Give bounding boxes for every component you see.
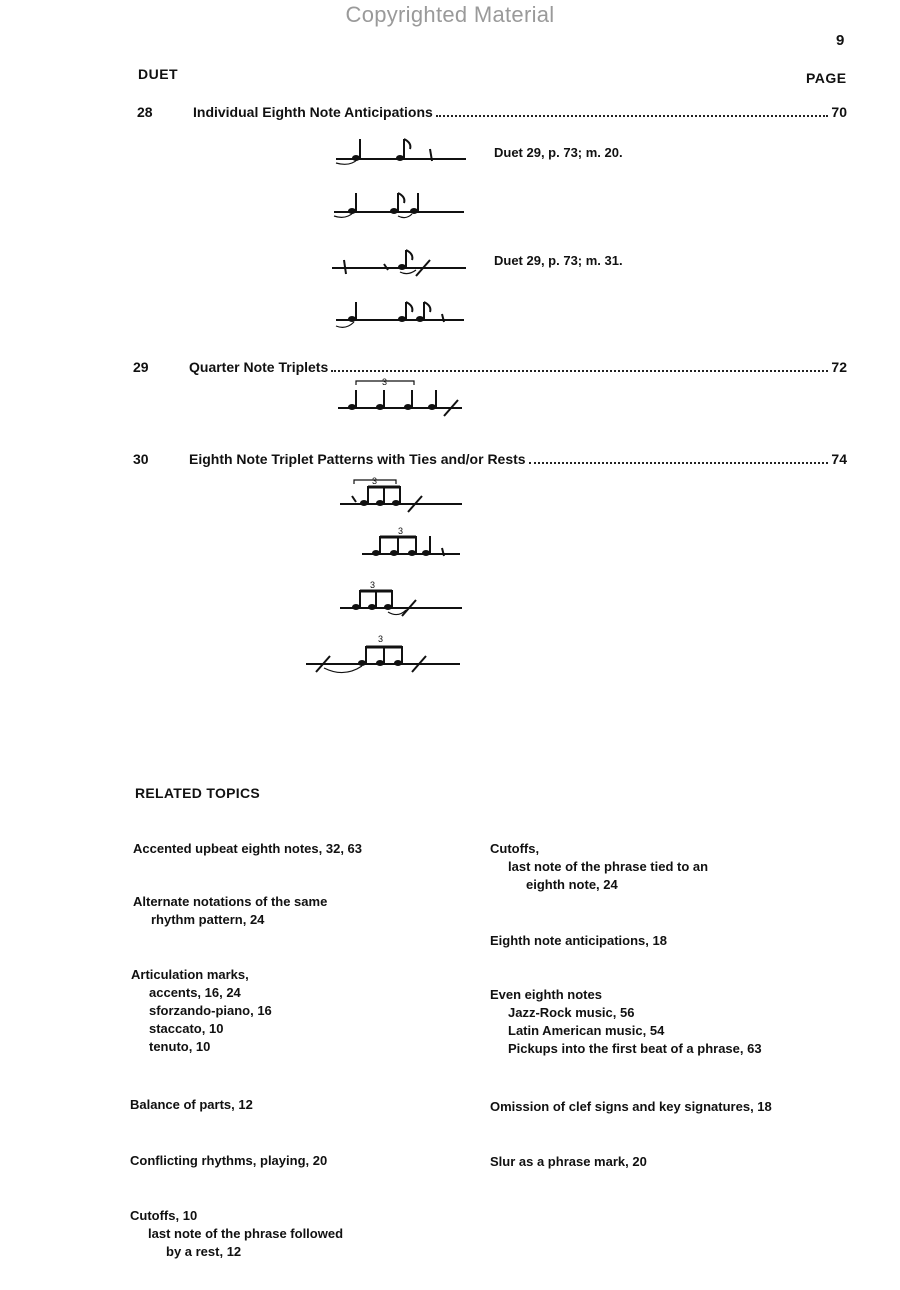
- rhythm-quarter-triplet: [336, 376, 466, 418]
- entry-title: Eighth Note Triplet Patterns with Ties and/or Rests: [189, 451, 526, 467]
- related-topic: [130, 1096, 253, 1114]
- topic-line: Omission of clef signs and key signatures, 18: [490, 1099, 772, 1114]
- reference-note: Duet 29, p. 73; m. 20.: [494, 145, 623, 160]
- triplet-number: 3: [372, 476, 378, 486]
- triplet-number: 3: [370, 580, 376, 590]
- triplet-number: 3: [378, 634, 384, 644]
- rhythm-example-1: [330, 135, 470, 167]
- related-topic: [490, 1098, 772, 1116]
- triplet-number: 3: [382, 377, 388, 387]
- rhythm-triplet-pattern-3: [336, 578, 466, 618]
- related-topic: [131, 966, 272, 1056]
- leader-dots: [436, 114, 829, 117]
- entry-title: Individual Eighth Note Anticipations: [193, 104, 433, 120]
- entry-number: 28: [137, 104, 153, 120]
- toc-entry[interactable]: [189, 359, 847, 375]
- entry-page: 72: [831, 359, 847, 375]
- topic-line: staccato, 10: [149, 1021, 224, 1036]
- related-topics-title: RELATED TOPICS: [135, 785, 261, 801]
- rhythm-triplet-pattern-1: [336, 472, 466, 516]
- topic-line: Accented upbeat eighth notes, 32, 63: [133, 841, 362, 856]
- page-number: 9: [836, 32, 845, 49]
- rhythm-example-2: [328, 190, 468, 222]
- topic-line: Latin American music, 54: [508, 1023, 665, 1038]
- topic-line: Even eighth notes: [490, 987, 602, 1002]
- related-topic: [490, 932, 667, 950]
- topic-line: Cutoffs, 10: [130, 1208, 198, 1223]
- reference-note: Duet 29, p. 73; m. 31.: [494, 253, 623, 268]
- rhythm-example-3: [330, 248, 470, 280]
- related-topic: [490, 986, 762, 1058]
- topic-line: last note of the phrase followed: [148, 1226, 344, 1241]
- topic-line: Eighth note anticipations, 18: [490, 933, 667, 948]
- topic-line: Alternate notations of the same: [133, 894, 328, 909]
- rhythm-triplet-pattern-4: [304, 632, 464, 676]
- topic-line: Conflicting rhythms, playing, 20: [130, 1153, 328, 1168]
- topic-line: Balance of parts, 12: [130, 1097, 253, 1112]
- topic-line: Slur as a phrase mark, 20: [490, 1154, 647, 1169]
- topic-line: last note of the phrase tied to an: [508, 859, 709, 874]
- topic-line: tenuto, 10: [149, 1039, 211, 1054]
- topic-line: Articulation marks,: [131, 967, 249, 982]
- toc-entry[interactable]: [189, 451, 847, 467]
- related-topic: [130, 1152, 327, 1170]
- entry-number: 29: [133, 359, 149, 375]
- entry-number: 30: [133, 451, 149, 467]
- triplet-number: 3: [398, 526, 404, 536]
- topic-line: by a rest, 12: [166, 1244, 242, 1259]
- leader-dots: [529, 461, 829, 464]
- related-topic: [130, 1207, 343, 1261]
- rhythm-example-4: [332, 300, 472, 332]
- leader-dots: [331, 369, 828, 372]
- topic-line: accents, 16, 24: [149, 985, 241, 1000]
- related-topic: [133, 840, 362, 858]
- topic-line: eighth note, 24: [526, 877, 618, 892]
- topic-line: sforzando-piano, 16: [149, 1003, 272, 1018]
- entry-page: 70: [831, 104, 847, 120]
- topic-line: Cutoffs,: [490, 841, 540, 856]
- copyright-watermark: Copyrighted Material: [345, 2, 555, 27]
- entry-title: Quarter Note Triplets: [189, 359, 329, 375]
- page-column-header: PAGE: [806, 70, 847, 86]
- related-topic: [490, 840, 708, 894]
- related-topic: [133, 893, 327, 929]
- topic-line: Pickups into the first beat of a phrase, 63: [508, 1041, 762, 1056]
- rhythm-triplet-pattern-2: [356, 524, 466, 564]
- topic-line: Jazz-Rock music, 56: [508, 1005, 635, 1020]
- duet-column-header: DUET: [138, 66, 179, 82]
- entry-page: 74: [831, 451, 847, 467]
- topic-line: rhythm pattern, 24: [151, 912, 265, 927]
- toc-entry[interactable]: [193, 104, 847, 120]
- related-topic: [490, 1153, 647, 1171]
